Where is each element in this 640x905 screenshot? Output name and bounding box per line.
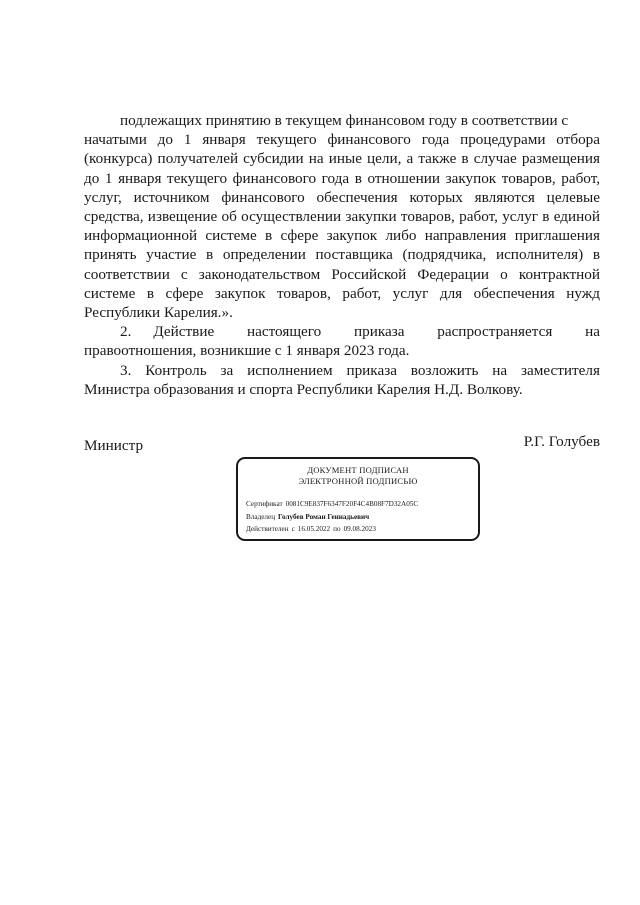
paragraph-3-line-1 bbox=[84, 361, 600, 380]
electronic-signature-stamp bbox=[236, 457, 480, 541]
paragraph-3-word: заместителя bbox=[521, 361, 600, 379]
paragraph-2-line-2: правоотношения, возникшие с 1 января 2023 года. bbox=[84, 342, 410, 360]
stamp-validity-to-label: по bbox=[333, 525, 341, 533]
stamp-title-line-1: ДОКУМЕНТ ПОДПИСАН bbox=[307, 465, 409, 475]
paragraph-3-word: Контроль bbox=[145, 361, 207, 379]
paragraph-3-word: на bbox=[492, 361, 508, 379]
paragraph-3-line-2: Министра образования и спорта Республики Карелия Н.Д. Волкову. bbox=[84, 380, 523, 398]
paragraph-1-line: подлежащих принятию в текущем финансовом году в соответствии с bbox=[120, 112, 569, 129]
paragraph-2-line-1 bbox=[84, 322, 600, 341]
stamp-validity bbox=[246, 525, 376, 534]
stamp-owner-value: Голубев Роман Геннадьевич bbox=[278, 513, 370, 521]
stamp-title-line-2: ЭЛЕКТРОННОЙ ПОДПИСЬЮ bbox=[298, 476, 418, 486]
paragraph-3-word: приказа bbox=[346, 361, 397, 379]
paragraph-3-number: 3. bbox=[120, 361, 132, 379]
paragraph-3 bbox=[84, 361, 600, 399]
paragraph-3-word: исполнением bbox=[247, 361, 333, 379]
paragraph-2-word: на bbox=[585, 323, 600, 341]
stamp-owner-label: Владелец bbox=[246, 513, 276, 521]
paragraph-1-line: услуг, источником финансового обеспечения которых являются целевые bbox=[84, 188, 600, 206]
paragraph-2 bbox=[84, 322, 600, 360]
stamp-validity-from: 16.05.2022 bbox=[297, 525, 331, 533]
paragraph-1-line: средства, извещение об осуществлении закупки товаров, работ, услуг в единой bbox=[84, 208, 600, 226]
paragraph-1-line: информационной системе в сфере закупок либо направления приглашения bbox=[84, 227, 600, 245]
paragraph-1-line: (конкурса) получателей субсидии на иные цели, а также в случае размещения bbox=[84, 150, 600, 168]
stamp-owner bbox=[246, 513, 369, 522]
signatory-position: Министр bbox=[84, 437, 144, 454]
paragraph-1-line: до 1 января текущего финансового года в отношении закупок товаров, работ, bbox=[84, 169, 600, 187]
stamp-validity-from-label: с bbox=[291, 525, 295, 533]
stamp-certificate-value: 0081C9E837F6347F20F4C4B08F7D32A05C bbox=[285, 500, 419, 508]
paragraph-1-line: Республики Карелия.». bbox=[84, 304, 233, 322]
paragraph-1-line: принять участие в определении поставщика (подрядчика, исполнителя) в bbox=[84, 246, 600, 264]
paragraph-1-line: соответствии с законодательством Российской Федерации о контрактной bbox=[84, 265, 600, 283]
paragraph-2-word: настоящего bbox=[247, 323, 322, 341]
paragraph-1 bbox=[84, 111, 600, 322]
paragraph-2-word: Действие bbox=[153, 323, 215, 341]
paragraph-1-line: системе в сфере закупок товаров, работ, услуг для обеспечения нужд bbox=[84, 284, 600, 302]
stamp-certificate-label: Сертификат bbox=[246, 500, 283, 508]
paragraph-3-word: возложить bbox=[410, 361, 479, 379]
document-body bbox=[84, 111, 600, 399]
paragraph-2-word: приказа bbox=[353, 323, 405, 341]
paragraph-3-word: за bbox=[220, 361, 234, 379]
signatory-name: Р.Г. Голубев bbox=[523, 433, 600, 450]
paragraph-2-word: распространяется bbox=[437, 323, 553, 341]
paragraph-2-number: 2. bbox=[120, 323, 132, 341]
paragraph-1-line: начатыми до 1 января текущего финансового года процедурами отбора bbox=[84, 131, 600, 149]
stamp-certificate bbox=[246, 500, 418, 509]
stamp-validity-to: 09.08.2023 bbox=[343, 525, 376, 533]
stamp-title bbox=[238, 465, 478, 487]
stamp-validity-label: Действителен bbox=[246, 525, 289, 533]
